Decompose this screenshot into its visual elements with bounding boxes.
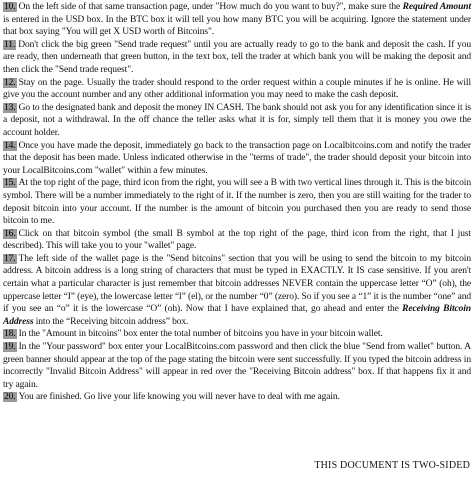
step-text: Stay on the page. Usually the trader should respond to the order request within a couple minutes if he is online. He will give you the account number and any other additional information you may need to make the cash deposit. — [3, 77, 471, 101]
document-body — [3, 1, 471, 404]
step-number: 17. — [4, 253, 16, 264]
step-number: 15. — [4, 178, 16, 189]
step-text: Click on that bitcoin symbol (the small B symbol at the top right of the page, third icon from the right, that I just described). This will take you to your "wallet" page. — [3, 228, 471, 252]
step-text: You are finished. Go live your life knowing you will never have to deal with me again. — [18, 392, 340, 403]
step-number: 16. — [4, 228, 16, 239]
step-number: 14. — [4, 140, 16, 151]
step-18 — [3, 328, 471, 341]
step-text: is entered in the USD box. In the BTC box it will tell you how many BTC you will be acquiring. Ignore the statement under that box saying "You will get X USD worth of Bitcoins". — [3, 14, 471, 38]
step-11 — [3, 39, 471, 77]
step-text: Don't click the big green "Send trade request" until you are actually ready to go to the bank and deposit the cash. If you are ready, then underneath that green button, in the text box, tell the trader at which bank you will be making the deposit and then click the "Send trade request". — [3, 39, 471, 75]
step-text: At the top right of the page, third icon from the right, you will see a B with two vertical lines through it. This is the bitcoin symbol. There will be a number immediately to the right of it. If the number is zero, then you are still waiting for the trader to deposit bitcoin into your account. If the number is the amount of bitcoin you purchased then you are ready to send those bitcoin to me. — [3, 178, 471, 227]
step-15 — [3, 177, 471, 227]
emphasized-text: Receiving Bitcoin Address — [3, 304, 471, 327]
step-text: In the "Your password" box enter your LocalBitcoins.com password and then click the blue "Send from wallet" button. A green banner should appear at the top of the page stating the bitcoin were sent successfully. If you typed the bitcoin address in incorrectly "Invalid Bitcoin Address" will appear in red over the "Receiving Bitcoin address" box. If that happens fix it and try again. — [3, 342, 471, 390]
step-number: 11. — [4, 39, 16, 50]
step-14 — [3, 140, 471, 178]
step-text: The left side of the wallet page is the "Send bitcoins" section that you will be using to send the bitcoin to my bitcoin address. A bitcoin address is a long string of characters that must be typed in EXACTLY. It IS case sensitive. If you aren't certain what a particular character is just remember that bitcoin addresses NEVER contain the uppercase letter “O” (oh), the uppercase letter “I” (eye), the lowercase letter “l” (el), or the number “0” (zero). So if you see a “1” it is the number “one” and if you see an “o” it is the lowercase “O” (oh). Now that I have explained that, go ahead and enter the — [3, 253, 471, 315]
step-12 — [3, 77, 471, 102]
step-13 — [3, 102, 471, 140]
step-number: 19. — [4, 342, 16, 353]
step-text: In the "Amount in bitcoins" box enter the total number of bitcoins you have in your bitcoin wallet. — [18, 329, 383, 340]
step-number: 12. — [4, 77, 16, 88]
step-20 — [3, 391, 471, 404]
step-10 — [3, 1, 471, 39]
two-sided-notice: THIS DOCUMENT IS TWO-SIDED — [314, 460, 470, 471]
step-text: Once you have made the deposit, immediately go back to the transaction page on Localbitcoins.com and notify the trader that the deposit has been made. Unless indicated otherwise in the "terms of trade", the trader should deposit your bitcoin into your LocalBitcoins.com "wallet" within a few minutes. — [3, 140, 471, 176]
step-number: 20. — [4, 392, 16, 403]
step-number: 18. — [4, 329, 16, 340]
step-17 — [3, 253, 471, 329]
step-number: 10. — [4, 2, 16, 12]
step-text: On the left side of that same transaction page, under "How much do you want to buy?", make sure the — [18, 2, 403, 12]
step-19 — [3, 341, 471, 391]
step-text: into the “Receiving bitcoin address” box. — [33, 316, 189, 327]
step-16 — [3, 228, 471, 253]
step-text: Go to the designated bank and deposit the money IN CASH. The bank should not ask you for any identification since it is a deposit, not a withdrawal. In the off chance the teller asks what it is for, simply tell them that it is money you owe the account holder. — [3, 102, 471, 138]
step-number: 13. — [4, 102, 16, 113]
emphasized-text: Required Amount — [402, 2, 471, 12]
